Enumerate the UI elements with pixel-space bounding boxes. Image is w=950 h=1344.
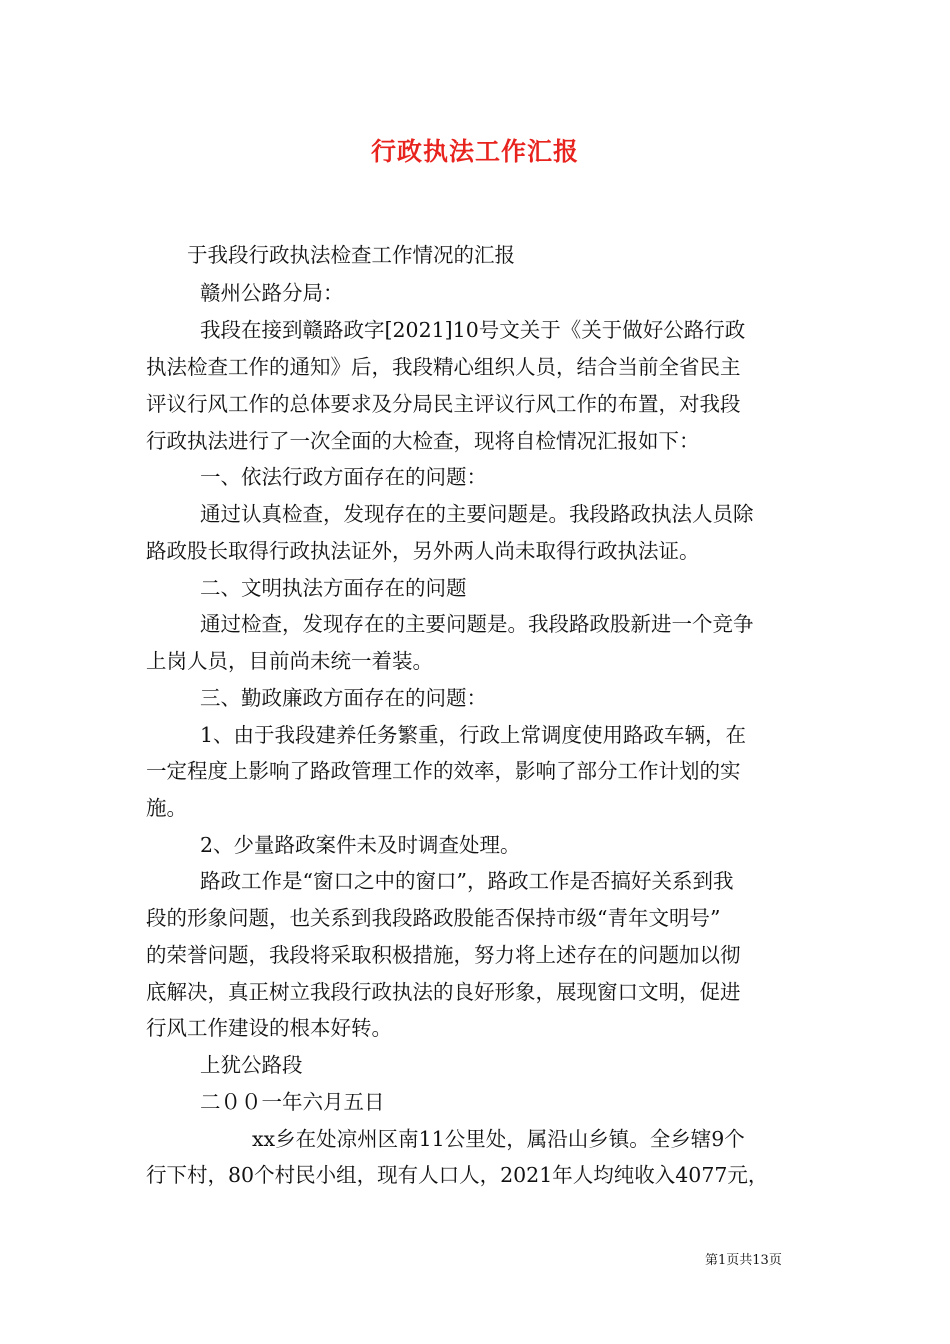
section-heading: 二、文明执法方面存在的问题 [200, 576, 467, 600]
paragraph-line: 上岗人员，目前尚未统一着装。 [146, 649, 433, 673]
paragraph-line: 行风工作建设的根本好转。 [146, 1016, 392, 1040]
paragraph-line: 段的形象问题，也关系到我段路政股能否保持市级“青年文明号” [146, 906, 721, 930]
paragraph-line: 行政执法进行了一次全面的大检查，现将自检情况汇报如下： [146, 429, 700, 453]
signature-date: 二００一年六月五日 [200, 1090, 385, 1114]
paragraph-line: xx乡在处凉州区南11公里处，属沿山乡镇。全乡辖9个 [252, 1127, 745, 1151]
paragraph-line: 的荣誉问题，我段将采取积极措施，努力将上述存在的问题加以彻 [146, 943, 741, 967]
paragraph-line: 通过检查，发现存在的主要问题是。我段路政股新进一个竞争 [200, 612, 754, 636]
paragraph-line: 我段在接到赣路政字[2021]10号文关于《关于做好公路行政 [200, 318, 746, 342]
paragraph-line: 行下村，80个村民小组，现有人口人，2021年人均纯收入4077元， [146, 1163, 769, 1187]
paragraph-line: 通过认真检查，发现存在的主要问题是。我段路政执法人员除 [200, 502, 754, 526]
signature-org: 上犹公路段 [200, 1053, 303, 1077]
page-number: 第1页共13页 [705, 1253, 782, 1268]
section-heading: 一、依法行政方面存在的问题： [200, 465, 487, 489]
document-title: 行政执法工作汇报 [370, 137, 579, 166]
paragraph-line: 2、少量路政案件未及时调查处理。 [200, 833, 521, 857]
heading-line: 于我段行政执法检查工作情况的汇报 [187, 243, 515, 267]
salutation: 赣州公路分局： [200, 281, 344, 305]
paragraph-line: 底解决，真正树立我段行政执法的良好形象，展现窗口文明，促进 [146, 980, 741, 1004]
paragraph-line: 评议行风工作的总体要求及分局民主评议行风工作的布置，对我段 [146, 392, 741, 416]
paragraph-line: 1、由于我段建养任务繁重，行政上常调度使用路政车辆，在 [200, 723, 747, 747]
paragraph-line: 施。 [146, 796, 187, 820]
paragraph-line: 路政股长取得行政执法证外，另外两人尚未取得行政执法证。 [146, 539, 700, 563]
paragraph-line: 一定程度上影响了路政管理工作的效率，影响了部分工作计划的实 [146, 759, 741, 783]
section-heading: 三、勤政廉政方面存在的问题： [200, 686, 487, 710]
paragraph-line: 路政工作是“窗口之中的窗口”，路政工作是否搞好关系到我 [200, 869, 734, 893]
paragraph-line: 执法检查工作的通知》后，我段精心组织人员，结合当前全省民主 [146, 355, 741, 379]
